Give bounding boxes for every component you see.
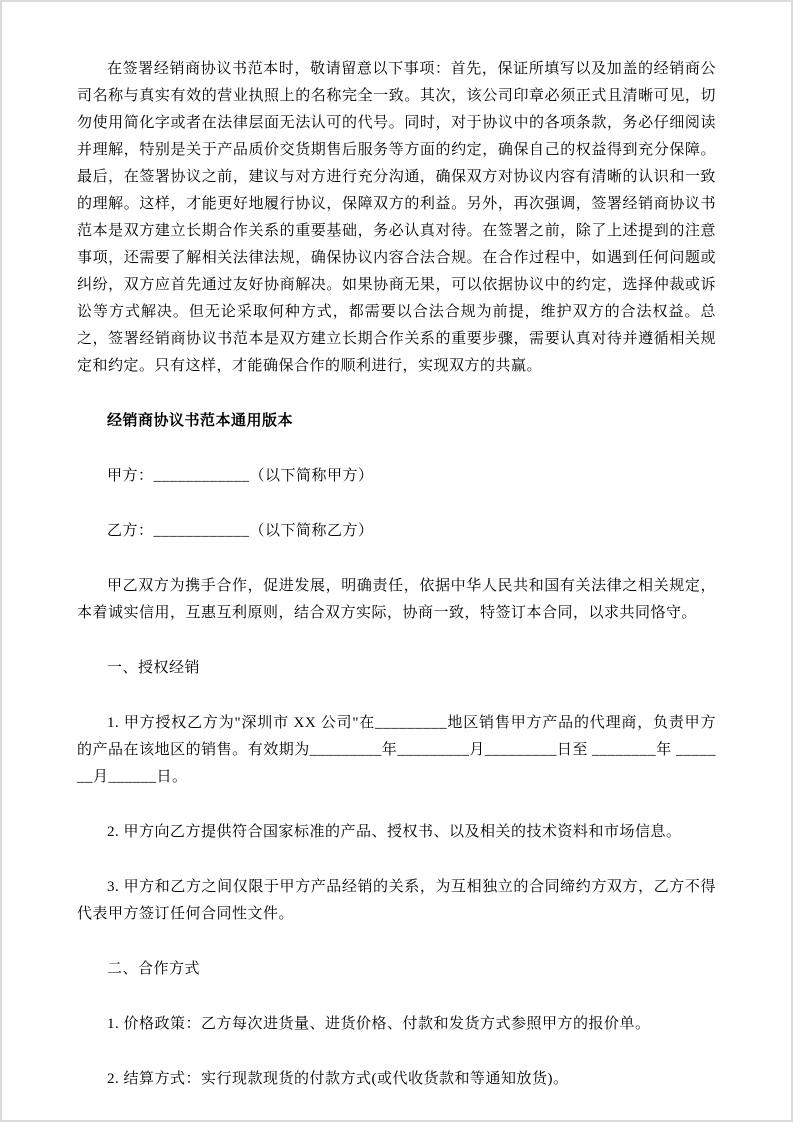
- section-2-heading: 二、合作方式: [107, 961, 201, 977]
- section-2-item-2: 2. 结算方式：实行现款现货的付款方式(或代收货款和等通知放货)。: [107, 1071, 569, 1087]
- section-1-heading: 一、授权经销: [107, 660, 201, 676]
- intro-paragraph: 在签署经销商协议书范本时，敬请留意以下事项：首先，保证所填写以及加盖的经销商公司名称与真实有效的营业执照上的名称完全一致。其次，该公司印章必须正式且清晰可见，切勿使用简化字或者在法律层面无法认可的代号。同时，对于协议中的各项条款，务必仔细阅读并理解，特别是关于产品质价交货期售后服务等方面的约定，确保自己的权益得到充分保障。最后，在签署协议之前，建议与对方进行充分沟通，确保双方对协议内容有清晰的认识和一致的理解。这样，才能更好地履行协议，保障双方的利益。另外，再次强调，签署经销商协议书范本是双方建立长期合作关系的重要基础，务必认真对待。在签署之前，除了上述提到的注意事项，还需要了解相关法律法规，确保协议内容合法合规。在合作过程中，如遇到任何问题或纠纷，双方应首先通过友好协商解决。如果协商无果，可以依据协议中的约定，选择仲裁或诉讼等方式解决。但无论采取何种方式，都需要以合法合规为前提，维护双方的合法权益。总之，签署经销商协议书范本是双方建立长期合作关系的重要步骤，需要认真对待并遵循相关规定和约定。只有这样，才能确保合作的顺利进行，实现双方的共赢。: [77, 61, 716, 374]
- preamble-paragraph: 甲乙双方为携手合作，促进发展，明确责任，依据中华人民共和国有关法律之相关规定，本着诚实信用，互惠互利原则，结合双方实际，协商一致，特签订本合同，以求共同恪守。: [77, 578, 716, 621]
- party-a-line: 甲方：____________（以下简称甲方）: [107, 468, 374, 484]
- document-content: [2, 2, 791, 1093]
- section-1-item-3: 3. 甲方和乙方之间仅限于甲方产品经销的关系，为互相独立的合同缔约方双方，乙方不得代表甲方签订任何合同性文件。: [77, 879, 716, 922]
- party-b-line: 乙方：____________（以下简称乙方）: [107, 523, 374, 539]
- section-1-item-1: 1. 甲方授权乙方为"深圳市 XX 公司"在_________地区销售甲方产品的代理商，负责甲方的产品在该地区的销售。有效期为_________年_________月_________日至 ________年 _______月______日。: [77, 715, 716, 785]
- section-2-item-1: 1. 价格政策：乙方每次进货量、进货价格、付款和发货方式参照甲方的报价单。: [107, 1016, 651, 1032]
- document-title: 经销商协议书范本通用版本: [107, 413, 294, 429]
- section-1-item-2: 2. 甲方向乙方提供符合国家标准的产品、授权书、以及相关的技术资料和市场信息。: [107, 824, 682, 840]
